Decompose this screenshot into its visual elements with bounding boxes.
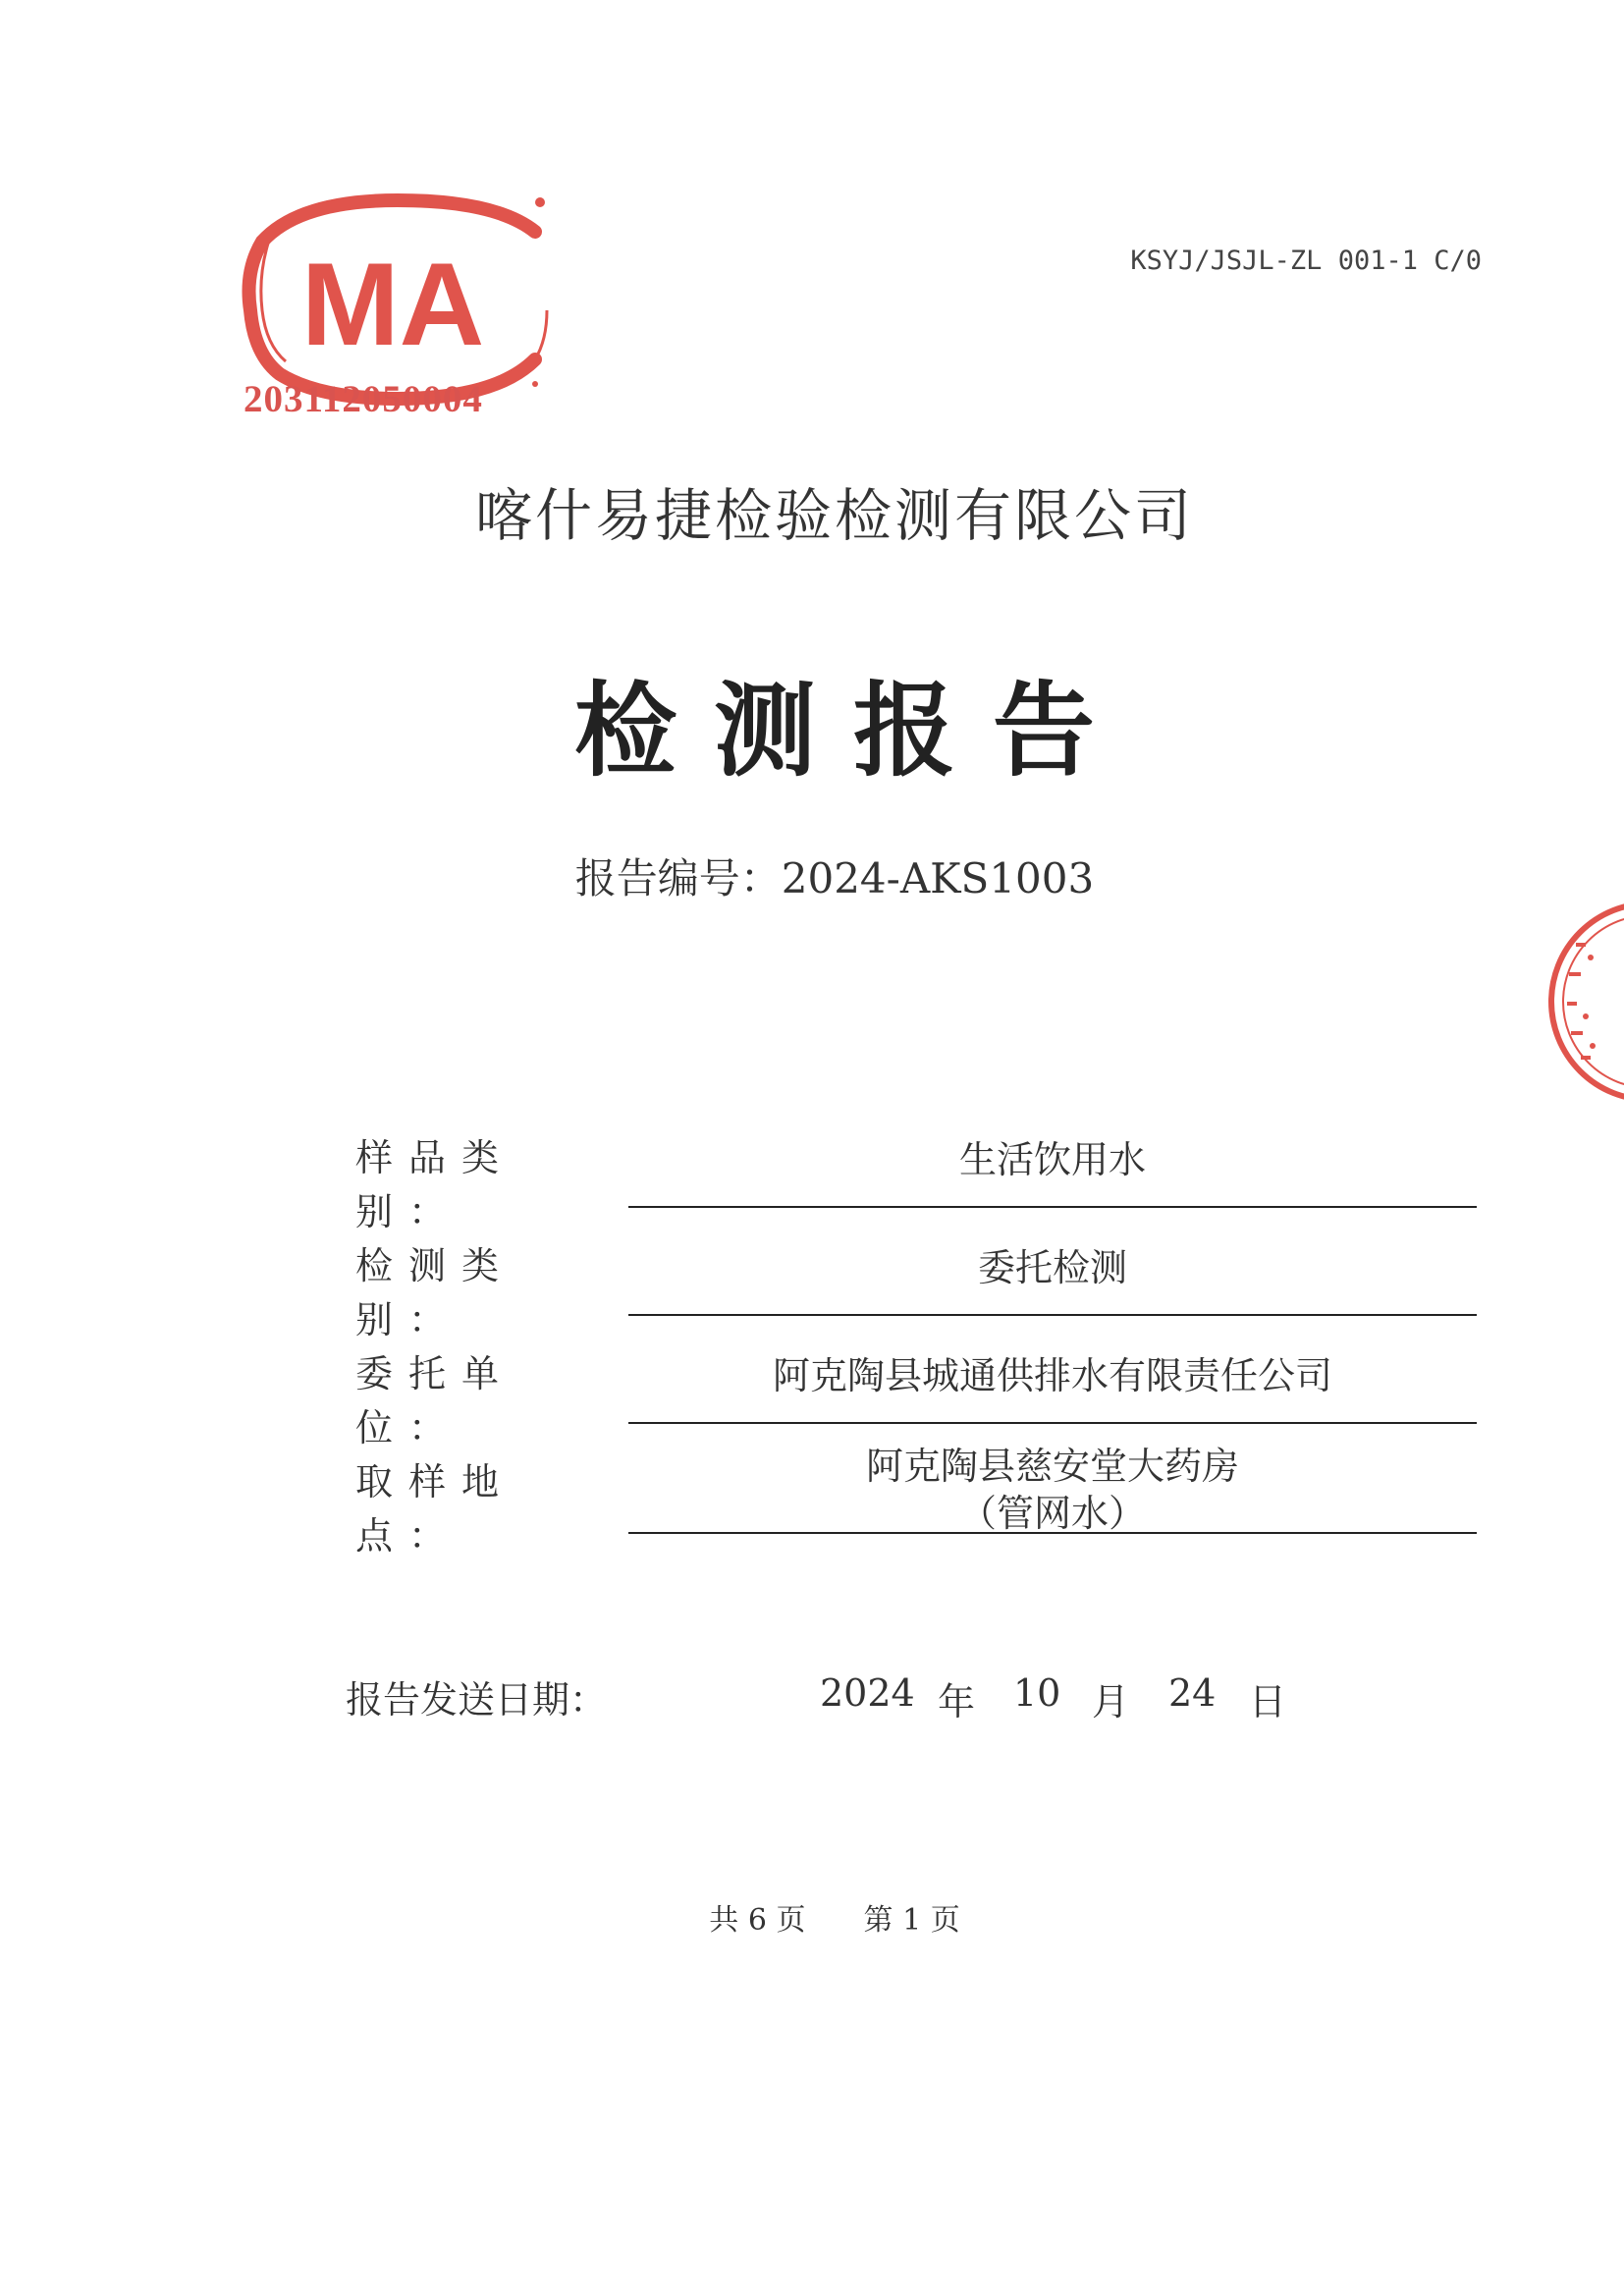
field-value-client: 阿克陶县城通供排水有限责任公司 — [772, 1354, 1332, 1397]
cma-number: 203112050004 — [244, 378, 483, 420]
date-month: 10 — [1013, 1671, 1061, 1715]
field-label-sampling-location: 取样地点： — [355, 1460, 515, 1558]
field-underline — [628, 1314, 1477, 1316]
field-value-test-category: 委托检测 — [977, 1246, 1127, 1289]
company-name: 喀什易捷检验检测有限公司 — [474, 482, 1194, 549]
page-total: 共 6 页 — [709, 1903, 806, 1938]
date-year: 2024 — [820, 1671, 915, 1715]
field-label-sample-category: 样品类别： — [355, 1136, 515, 1233]
field-underline — [628, 1422, 1477, 1424]
date-year-unit: 年 — [938, 1680, 976, 1723]
svg-text:MA: MA — [300, 239, 485, 370]
field-label-client: 委托单位： — [355, 1352, 515, 1449]
document-code: KSYJ/JSJL-ZL 001-1 C/0 — [1130, 246, 1482, 276]
page-current: 第 1 页 — [863, 1903, 960, 1938]
field-label-test-category: 检测类别： — [355, 1244, 515, 1341]
date-day-unit: 日 — [1249, 1680, 1287, 1723]
side-seal — [1532, 884, 1624, 1178]
date-month-unit: 月 — [1092, 1680, 1130, 1723]
field-underline — [628, 1532, 1477, 1534]
pagination — [0, 1895, 1624, 1939]
field-value-sampling-location-note: （管网水） — [958, 1492, 1146, 1535]
field-value-sample-category: 生活饮用水 — [958, 1138, 1146, 1181]
field-value-sampling-location: 阿克陶县慈安堂大药房 — [865, 1445, 1239, 1488]
date-label: 报告发送日期： — [346, 1678, 608, 1722]
date-day: 24 — [1168, 1671, 1217, 1715]
field-underline — [628, 1206, 1477, 1208]
report-number: 报告编号：2024-AKS1003 — [574, 854, 1095, 902]
report-title: 检测报告 — [573, 671, 1132, 791]
